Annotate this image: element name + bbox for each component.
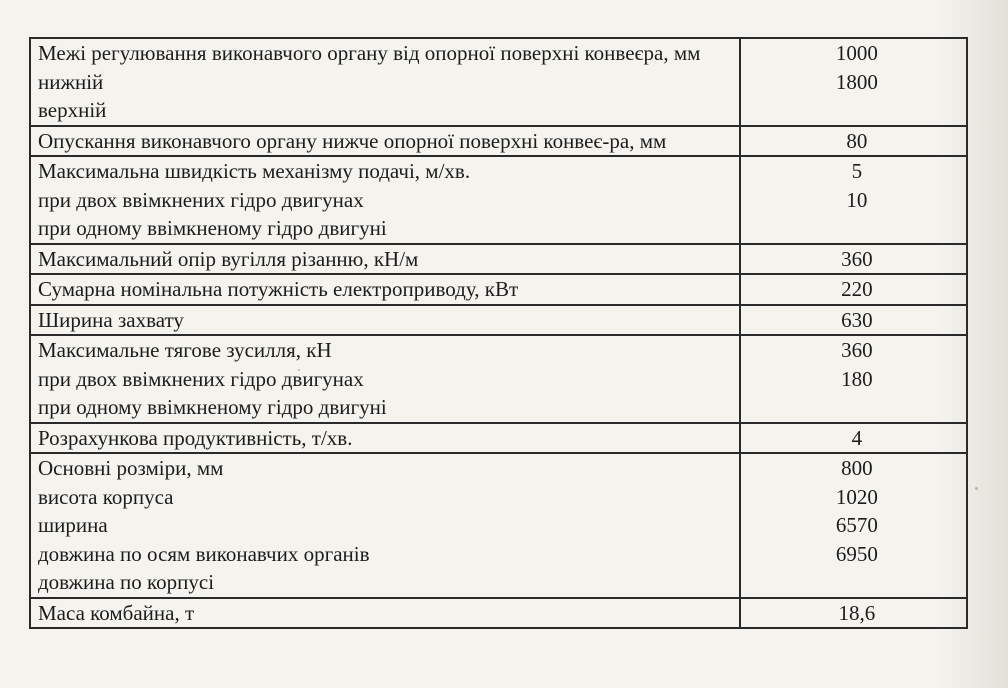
- value: 180: [841, 366, 873, 391]
- parameter-title: Максимальний опір вугілля різанню, кН/м: [38, 246, 419, 271]
- parameter-sub: при двох ввімкнених гідро двигунах: [38, 187, 364, 212]
- value: 360: [841, 338, 873, 362]
- value: 1000: [835, 41, 878, 65]
- parameter-cell: [30, 244, 740, 275]
- parameter-sub: при двох ввімкнених гідро двигунах: [38, 366, 364, 391]
- parameter-sub: нижній: [38, 69, 104, 94]
- table-row: [30, 423, 967, 454]
- value: 6950: [835, 541, 878, 566]
- table-row: [30, 453, 967, 598]
- parameter-sub: висота корпуса: [38, 484, 174, 509]
- parameter-title: Опускання виконавчого органу нижче опорної поверхні конвеє-ра, мм: [38, 128, 667, 153]
- parameter-title: Межі регулювання виконавчого органу від опорної поверхні конвеєра, мм: [38, 41, 701, 65]
- table-row: [30, 305, 967, 336]
- value-cell: [740, 423, 967, 454]
- table-row: [30, 598, 967, 629]
- table-row: [30, 38, 967, 126]
- parameter-cell: [30, 598, 740, 629]
- specifications-table: [29, 37, 968, 629]
- value: 1800: [835, 69, 878, 94]
- value-cell: [740, 126, 967, 157]
- parameter-title: Ширина захвату: [38, 307, 184, 332]
- table-row: [30, 244, 967, 275]
- value-cell: [740, 38, 967, 126]
- value: 6570: [835, 513, 878, 537]
- parameter-title: Максимальна швидкість механізму подачі, м/хв.: [38, 159, 471, 183]
- value: 800: [841, 456, 873, 480]
- parameter-cell: [30, 156, 740, 244]
- value-cell: [740, 453, 967, 598]
- parameter-cell: [30, 453, 740, 598]
- value: 18,6: [838, 600, 876, 625]
- parameter-cell: [30, 126, 740, 157]
- parameter-sub: при одному ввімкненому гідро двигуні: [38, 216, 387, 240]
- parameter-sub: довжина по корпусі: [38, 570, 215, 594]
- value-cell: [740, 244, 967, 275]
- parameter-sub: довжина по осям виконавчих органів: [38, 541, 370, 566]
- value: 220: [841, 277, 873, 301]
- parameter-title: Максимальне тягове зусилля, кН: [38, 338, 332, 362]
- value: 80: [846, 128, 868, 153]
- value: 10: [846, 187, 868, 212]
- table-row: [30, 126, 967, 157]
- parameter-title: Основні розміри, мм: [38, 456, 224, 480]
- parameter-title: Розрахункова продуктивність, т/хв.: [38, 425, 353, 450]
- paper-speck: [975, 487, 978, 490]
- parameter-cell: [30, 305, 740, 336]
- value: 1020: [835, 484, 878, 509]
- parameter-cell: [30, 423, 740, 454]
- value-cell: [740, 598, 967, 629]
- value: 630: [841, 307, 873, 332]
- parameter-sub: верхній: [38, 98, 107, 122]
- parameter-sub: при одному ввімкненому гідро двигуні: [38, 395, 387, 419]
- value-cell: [740, 335, 967, 423]
- table-row: [30, 156, 967, 244]
- value: 360: [841, 246, 873, 271]
- parameter-sub: ширина: [38, 513, 108, 537]
- parameter-cell: [30, 274, 740, 305]
- parameter-title: Сумарна номінальна потужність електроприводу, кВт: [38, 277, 519, 301]
- parameter-cell: [30, 38, 740, 126]
- table-row: [30, 335, 967, 423]
- parameter-title: Маса комбайна, т: [38, 600, 195, 625]
- value-cell: [740, 274, 967, 305]
- value: 4: [851, 425, 863, 450]
- parameter-cell: [30, 335, 740, 423]
- value-cell: [740, 156, 967, 244]
- value-cell: [740, 305, 967, 336]
- value: 5: [851, 159, 863, 183]
- table-row: [30, 274, 967, 305]
